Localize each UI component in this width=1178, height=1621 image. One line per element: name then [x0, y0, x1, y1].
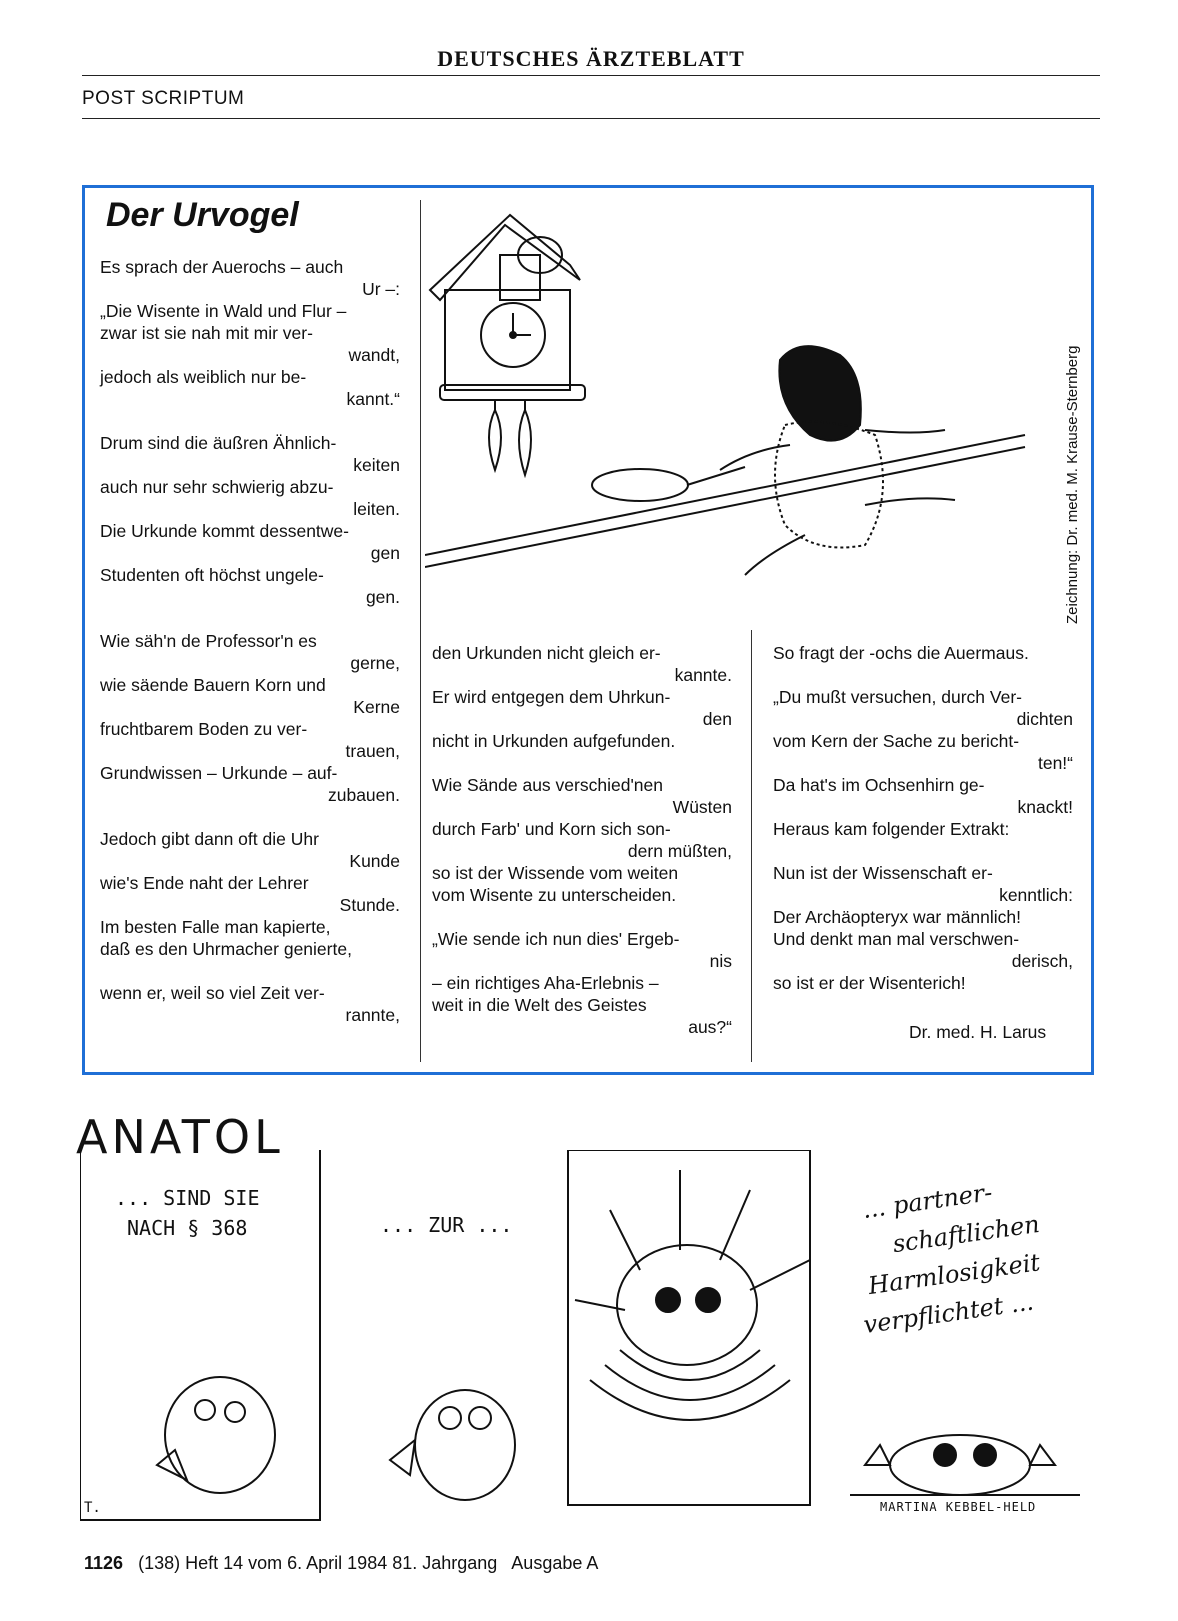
illustration-credit: Zeichnung: Dr. med. M. Krause-Sternberg	[1064, 345, 1081, 624]
clock-body	[445, 290, 570, 390]
poem-line: wandt,	[348, 345, 400, 365]
woman-hair	[779, 346, 860, 441]
poem-line: Kerne	[353, 697, 400, 717]
poem-column-3	[773, 642, 1073, 1016]
woman-arm-front	[720, 445, 790, 470]
poem-line: Wie säh'n de Professor'n es	[100, 631, 317, 651]
poem-line: Nun ist der Wissenschaft er-	[773, 863, 993, 883]
poem-line: daß es den Uhrmacher genierte,	[100, 939, 352, 959]
poem-line: so ist der Wissende vom weiten	[432, 863, 679, 883]
stanza	[773, 686, 1073, 840]
owl-2	[415, 1390, 515, 1500]
page-footer	[84, 1553, 598, 1574]
poem-line: rannte,	[345, 1005, 400, 1025]
panel-4-line-1: ... partner-	[860, 1178, 995, 1225]
poem-line: gen	[370, 543, 400, 563]
poem-line: Ur –:	[362, 279, 400, 299]
poem-line: vom Kern der Sache zu bericht-	[773, 731, 1020, 751]
poem-line: aus?“	[688, 1017, 732, 1037]
woman-leg-2	[745, 535, 805, 575]
poem-line: knackt!	[1017, 797, 1073, 817]
poem-line: Jedoch gibt dann oft die Uhr	[100, 829, 319, 849]
panel-3-frame	[568, 1150, 810, 1505]
poem-line: – ein richtiges Aha-Erlebnis –	[432, 973, 659, 993]
panel-4-line-4: verpflichtet ...	[861, 1287, 1036, 1340]
poem-line: Grundwissen – Urkunde – auf-	[100, 763, 338, 783]
clock-roof	[430, 215, 580, 300]
issue-info: (138) Heft 14 vom 6. April 1984 81. Jahrgang Ausgabe A	[138, 1553, 599, 1573]
frying-pan	[592, 469, 688, 501]
woman-arm-back	[865, 430, 945, 433]
stanza	[100, 982, 400, 1026]
stanza	[100, 828, 400, 960]
stanza	[100, 630, 400, 806]
poem-line: Und denkt man mal verschwen-	[773, 929, 1020, 949]
panel-4-line-2: schaftlichen	[890, 1209, 1042, 1259]
panel-1-line-1: ... SIND SIE	[115, 1186, 260, 1210]
poem-line: kenntlich:	[999, 885, 1073, 905]
poem-line: keiten	[353, 455, 400, 475]
stanza	[432, 774, 732, 906]
section-rule	[82, 118, 1100, 119]
poem-line: ten!“	[1037, 753, 1073, 773]
panel-4-line-3: Harmlosigkeit	[866, 1248, 1042, 1301]
poem-line: dichten	[1016, 709, 1073, 729]
panel-2-speech: ... ZUR ...	[380, 1213, 513, 1237]
stanza	[100, 256, 400, 410]
pinecone-weight-1	[489, 410, 501, 470]
poem-line: kannte.	[674, 665, 732, 685]
poem-line: Es sprach der Auerochs – auch	[100, 257, 344, 277]
shelf-line-1	[425, 435, 1025, 555]
poem-line: leiten.	[353, 499, 400, 519]
comic-title: ANATOL	[76, 1110, 284, 1164]
poem-line: auch nur sehr schwierig abzu-	[100, 477, 334, 497]
poem-line: Heraus kam folgender Extrakt:	[773, 819, 1010, 839]
poem-line: den Urkunden nicht gleich er-	[432, 643, 661, 663]
comic-signature-2: MARTINA KEBBEL-HELD	[880, 1500, 1037, 1514]
panel-1-speech	[115, 1183, 260, 1243]
poem-line: Er wird entgegen dem Uhrkun-	[432, 687, 671, 707]
poem-line: kannt.“	[346, 389, 400, 409]
poem-line: weit in die Welt des Geistes	[432, 995, 647, 1015]
cuckoo-clock-illustration	[425, 205, 1030, 625]
poem-line: nicht in Urkunden aufgefunden.	[432, 731, 676, 751]
stanza	[432, 642, 732, 752]
poem-line: wie säende Bauern Korn und	[100, 675, 326, 695]
poem-line: fruchtbarem Boden zu ver-	[100, 719, 308, 739]
owl-1	[165, 1377, 275, 1493]
panel-1-line-2: NACH § 368	[127, 1216, 248, 1240]
poem-line: „Wie sende ich nun dies' Ergeb-	[432, 929, 680, 949]
page-number: 1126	[84, 1553, 124, 1573]
column-divider-2	[751, 630, 752, 1062]
poem-line: vom Wisente zu unterscheiden.	[432, 885, 677, 905]
article-title: Der Urvogel	[106, 196, 299, 234]
poem-line: gen.	[365, 587, 400, 607]
stanza	[773, 862, 1073, 994]
stanza	[432, 928, 732, 1038]
stanza	[100, 432, 400, 608]
poem-line: nis	[709, 951, 732, 971]
poem-line: gerne,	[350, 653, 400, 673]
poem-line: zwar ist sie nah mit mir ver-	[100, 323, 313, 343]
column-divider-1	[420, 200, 421, 1062]
poem-line: Wüsten	[672, 797, 732, 817]
owl-4-lying	[890, 1435, 1030, 1495]
poem-line: Wie Sände aus verschied'nen	[432, 775, 663, 795]
article-author: Dr. med. H. Larus	[909, 1022, 1047, 1042]
panel-4-speech	[840, 1167, 1052, 1344]
poem-line: durch Farb' und Korn sich son-	[432, 819, 671, 839]
poem-line: Der Archäopteryx war männlich!	[773, 907, 1022, 927]
poem-column-1	[100, 256, 400, 1048]
poem-line: Studenten oft höchst ungele-	[100, 565, 324, 585]
pinecone-weight-2	[519, 410, 531, 475]
poem-line: wie's Ende naht der Lehrer	[100, 873, 309, 893]
poem-line: Da hat's im Ochsenhirn ge-	[773, 775, 985, 795]
poem-line: so ist er der Wisenterich!	[773, 973, 966, 993]
stanza	[773, 642, 1073, 664]
poem-line: Im besten Falle man kapierte,	[100, 917, 331, 937]
section-label: POST SCRIPTUM	[82, 88, 245, 109]
poem-line: jedoch als weiblich nur be-	[100, 367, 307, 387]
poem-line: Stunde.	[339, 895, 400, 915]
woman-leg-1	[865, 498, 955, 505]
poem-line: Kunde	[349, 851, 400, 871]
poem-line: Drum sind die äußren Ähnlich-	[100, 433, 337, 453]
masthead: DEUTSCHES ÄRZTEBLATT	[437, 46, 745, 71]
poem-column-2	[432, 642, 732, 1060]
shelf-line-2	[425, 447, 1025, 567]
owl-3-exploding	[617, 1245, 757, 1365]
poem-line: trauen,	[345, 741, 400, 761]
poem-line: zubauen.	[327, 785, 400, 805]
poem-line: derisch,	[1011, 951, 1073, 971]
clock-base	[440, 385, 585, 400]
masthead-rule	[82, 75, 1100, 76]
poem-line: „Du mußt versuchen, durch Ver-	[773, 687, 1022, 707]
poem-line: den	[702, 709, 732, 729]
poem-line: „Die Wisente in Wald und Flur –	[100, 301, 347, 321]
poem-line: wenn er, weil so viel Zeit ver-	[100, 983, 325, 1003]
poem-line: dern müßten,	[627, 841, 732, 861]
poem-line: Die Urkunde kommt dessentwe-	[100, 521, 349, 541]
poem-line: So fragt der -ochs die Auermaus.	[773, 643, 1029, 663]
comic-signature-1: T.	[84, 1500, 101, 1516]
